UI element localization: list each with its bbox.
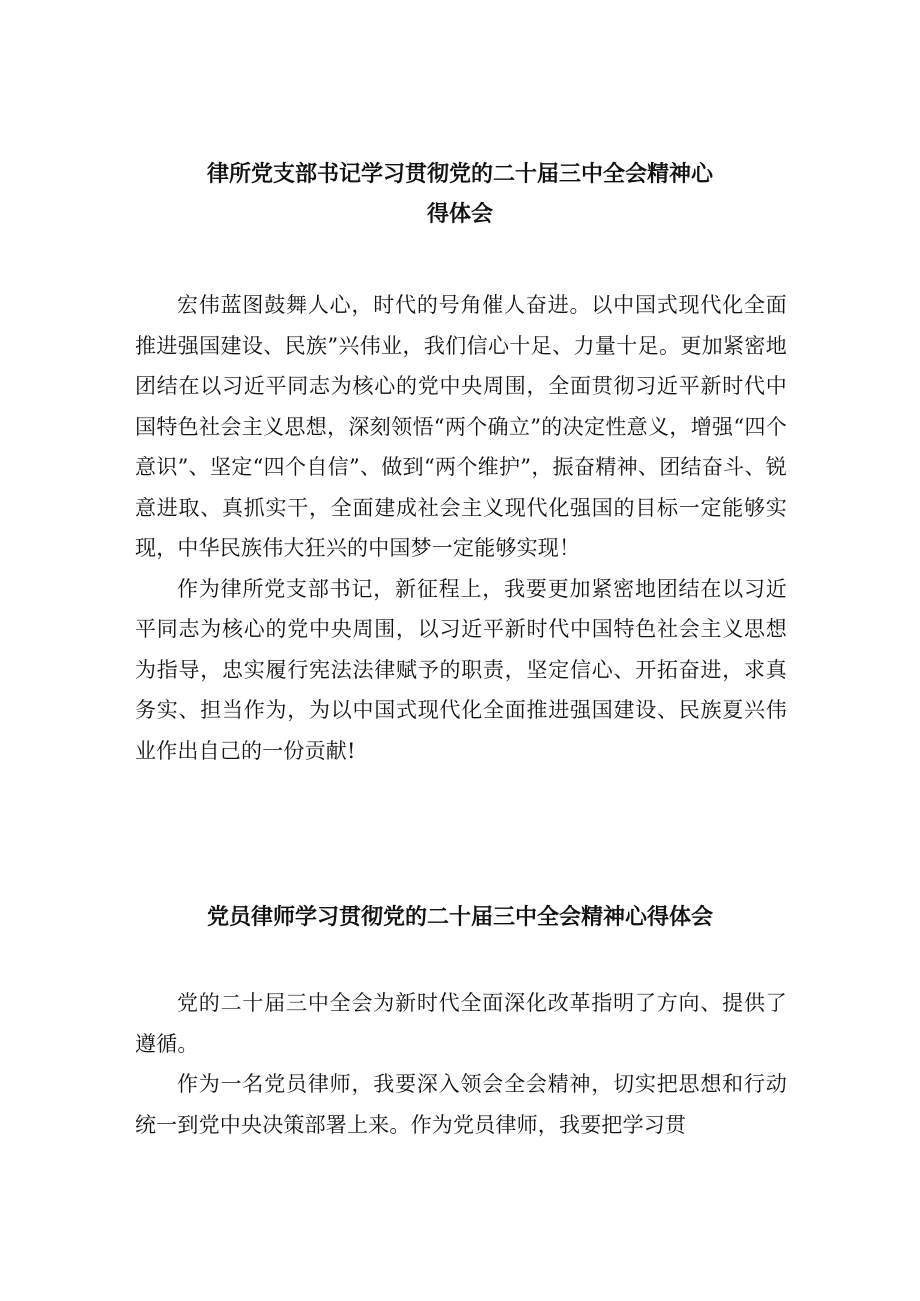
article-1-paragraph-2: 作为律所党支部书记，新征程上，我要更加紧密地团结在以习近平同志为核心的党中央周围，以习近平新时代中国特色社会主义思想为指导，忠实履行宪法法律赋予的职责，坚定信心、开拓奋进，求真务实、担当作为，为以中国式现代化全面推进强国建设、民族夏兴伟业作出自己的一份贡献! (135, 576, 787, 763)
article-2-title-line-1: 党员律师学习贯彻党的二十届三中全会精神心得体会 (206, 905, 713, 930)
article-1-title-line-1: 律所党支部书记学习贯彻党的二十届三中全会精神心 (206, 162, 713, 187)
article-2-title (120, 898, 800, 938)
article-2-paragraph-2: 作为一名党员律师，我要深入领会全会精神，切实把思想和行动统一到党中央决策部署上来。作为党员律师，我要把学习贯 (135, 1072, 787, 1137)
article-1-title-line-2: 得体会 (426, 202, 493, 227)
article-1-paragraph-1: 宏伟蓝图鼓舞人心，时代的号角催人奋进。以中国式现代化全面推进强国建设、民族”兴伟业，我们信心十足、力量十足。更加紧密地团结在以习近平同志为核心的党中央周围，全面贯彻习近平新时代中国特色社会主义思想，深刻领悟“两个确立”的决定性意义，增强“四个意识”、坚定“四个自信”、做到“两个维护”，振奋精神、团结奋斗、锐意进取、真抓实干，全面建成社会主义现代化强国的目标一定能够实现，中华民族伟大狂兴的中国梦一定能够实现！ (135, 293, 787, 560)
article-2-body (135, 983, 787, 1145)
article-1-body (135, 285, 787, 771)
article-1-title (120, 155, 800, 235)
article-2-paragraph-1: 党的二十届三中全会为新时代全面深化改革指明了方向、提供了遵循。 (135, 991, 787, 1056)
